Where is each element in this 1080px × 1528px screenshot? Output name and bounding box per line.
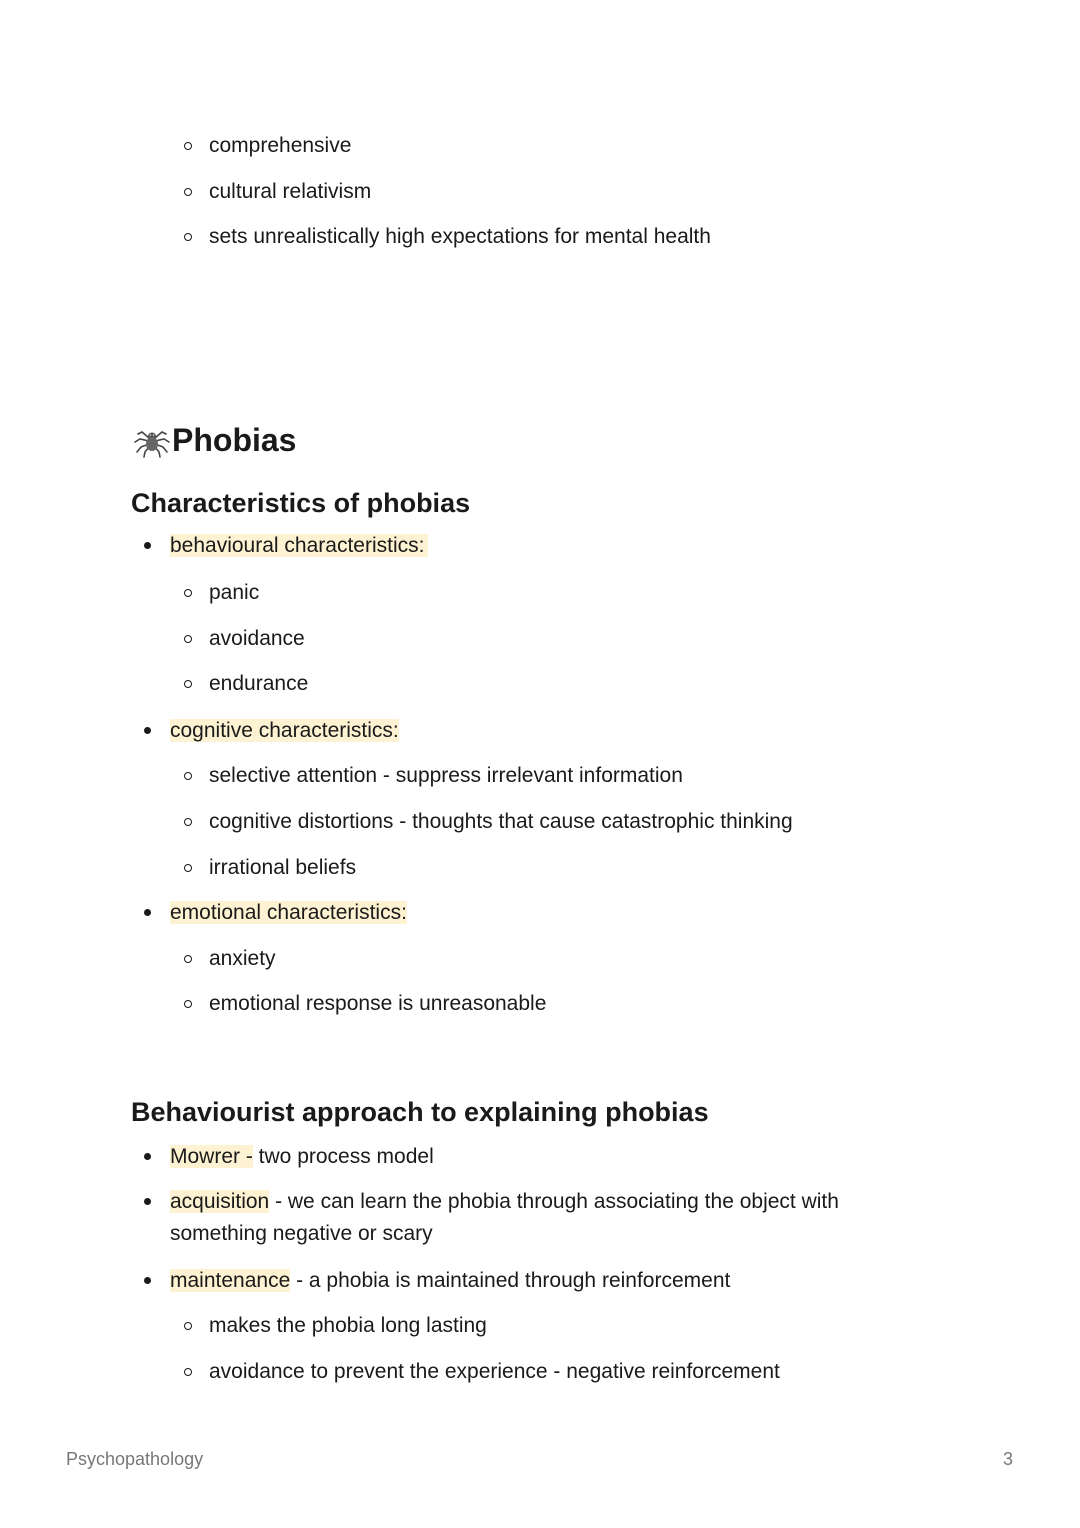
list-item: makes the phobia long lasting [184,1312,487,1340]
list-item: cognitive characteristics: [144,715,399,747]
footer-title: Psychopathology [66,1449,204,1469]
list-item: endurance [184,670,308,698]
list-item: emotional response is unreasonable [184,990,546,1018]
list-item: Mowrer - two process model [144,1141,434,1173]
list-item: anxiety [184,945,276,973]
spider-icon [132,420,172,460]
page-number: 3 [1003,1449,1014,1469]
list-item: cultural relativism [184,178,371,206]
list-item: avoidance to prevent the experience - negative reinforcement [184,1358,780,1386]
list-item: avoidance [184,625,305,653]
list-item: maintenance - a phobia is maintained through reinforcement [144,1265,730,1297]
list-item: comprehensive [184,132,351,160]
list-item-continuation: something negative or scary [170,1222,433,1245]
list-item: acquisition - we can learn the phobia through associating the object with [144,1186,839,1218]
list-item: cognitive distortions - thoughts that cause catastrophic thinking [184,808,793,836]
section-title [132,420,296,460]
section-title-text: Phobias [172,422,297,458]
characteristics-heading: Characteristics of phobias [131,488,471,518]
list-item: behavioural characteristics: [144,530,428,562]
list-item: irrational beliefs [184,854,356,882]
list-item: sets unrealistically high expectations for mental health [184,223,711,251]
list-item: selective attention - suppress irrelevant information [184,762,683,790]
list-item: emotional characteristics: [144,897,407,929]
list-item: panic [184,579,259,607]
behaviourist-heading: Behaviourist approach to explaining phobias [131,1097,709,1127]
